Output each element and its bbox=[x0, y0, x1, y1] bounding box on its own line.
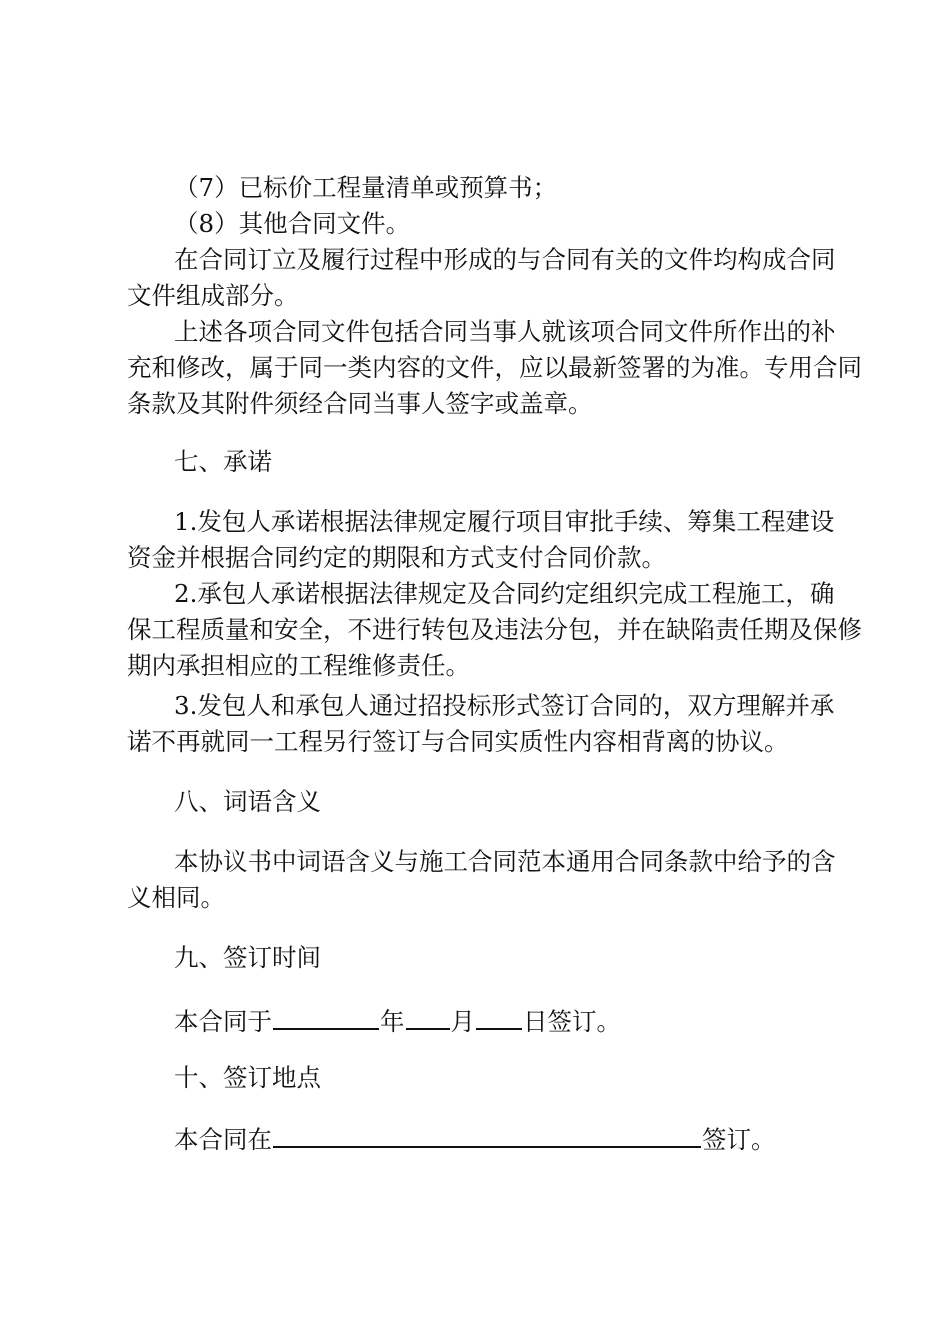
paragraph-line: 3.发包人和承包人通过招投标形式签订合同的，双方理解并承 bbox=[174, 691, 835, 720]
section-heading-7: 七、承诺 bbox=[174, 447, 272, 476]
paragraph-line: 诺不再就同一工程另行签订与合同实质性内容相背离的协议。 bbox=[127, 727, 789, 756]
signing-date-prefix: 本合同于 bbox=[174, 1007, 272, 1036]
place-blank[interactable] bbox=[273, 1120, 701, 1148]
list-item: （7）已标价工程量清单或预算书； bbox=[174, 173, 558, 202]
signing-place-prefix: 本合同在 bbox=[174, 1125, 272, 1154]
paragraph-line: 条款及其附件须经合同当事人签字或盖章。 bbox=[127, 389, 593, 418]
signing-place-line bbox=[0, 1120, 950, 1158]
signing-date-line bbox=[0, 1002, 950, 1040]
paragraph-line: 保工程质量和安全，不进行转包及违法分包，并在缺陷责任期及保修 bbox=[127, 615, 862, 644]
year-label: 年 bbox=[380, 1007, 405, 1036]
paragraph-line: 期内承担相应的工程维修责任。 bbox=[127, 651, 470, 680]
paragraph-line: 资金并根据合同约定的期限和方式支付合同价款。 bbox=[127, 543, 666, 572]
day-blank[interactable] bbox=[476, 1002, 522, 1030]
month-label: 月 bbox=[450, 1007, 475, 1036]
section-heading-8: 八、词语含义 bbox=[174, 787, 321, 816]
signing-place-suffix: 签订。 bbox=[702, 1125, 776, 1154]
section-heading-10: 十、签订地点 bbox=[174, 1063, 321, 1092]
list-item: （8）其他合同文件。 bbox=[174, 209, 411, 238]
paragraph-line: 上述各项合同文件包括合同当事人就该项合同文件所作出的补 bbox=[174, 317, 836, 346]
section-heading-9: 九、签订时间 bbox=[174, 943, 321, 972]
paragraph-line: 义相同。 bbox=[127, 883, 225, 912]
paragraph-line: 在合同订立及履行过程中形成的与合同有关的文件均构成合同 bbox=[174, 245, 836, 274]
paragraph-line: 1.发包人承诺根据法律规定履行项目审批手续、筹集工程建设 bbox=[174, 507, 835, 536]
paragraph-line: 本协议书中词语含义与施工合同范本通用合同条款中给予的含 bbox=[174, 847, 836, 876]
paragraph-line: 文件组成部分。 bbox=[127, 281, 299, 310]
month-blank[interactable] bbox=[406, 1002, 450, 1030]
signing-date-suffix: 日签订。 bbox=[523, 1007, 621, 1036]
year-blank[interactable] bbox=[273, 1002, 379, 1030]
paragraph-line: 2.承包人承诺根据法律规定及合同约定组织完成工程施工，确 bbox=[174, 579, 835, 608]
paragraph-line: 充和修改，属于同一类内容的文件，应以最新签署的为准。专用合同 bbox=[127, 353, 862, 382]
